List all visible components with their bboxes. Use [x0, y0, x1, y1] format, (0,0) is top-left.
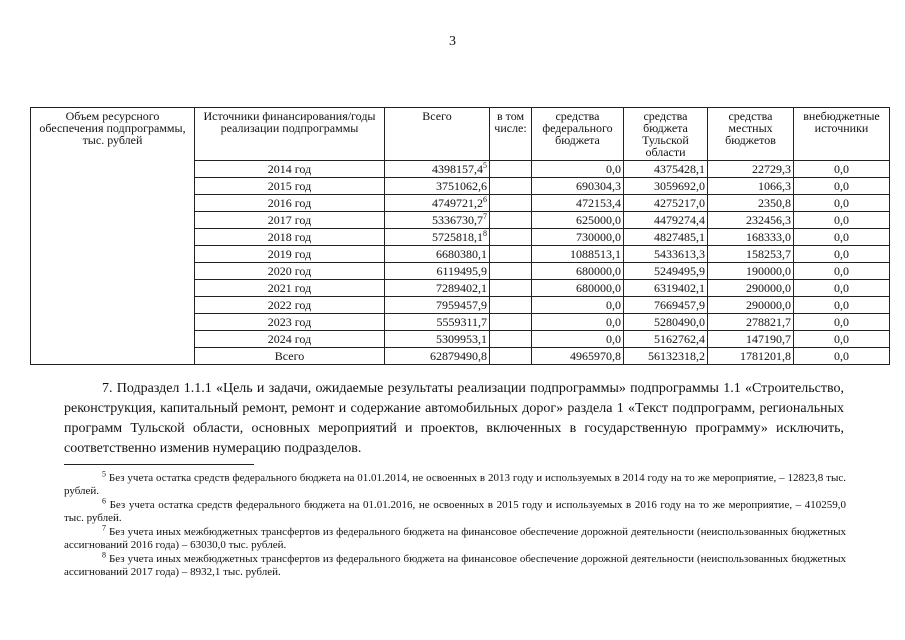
regional-cell: 3059692,0 — [624, 178, 708, 195]
footnote-ref: 7 — [483, 212, 487, 221]
federal-cell: 0,0 — [532, 331, 624, 348]
footnote-text: Без учета остатка средств федерального бюджета на 01.01.2014, не освоенных в 2013 году и используемых в 2014 году на то же мероприятие, – 12823,8 тыс. рублей. — [64, 472, 846, 497]
year-cell: 2014 год — [195, 161, 385, 178]
regional-cell: 4375428,1 — [624, 161, 708, 178]
header-cell: средства федерального бюджета — [532, 108, 624, 161]
in-total-cell — [490, 348, 532, 365]
header-cell: Всего — [385, 108, 490, 161]
total-cell: 6119495,9 — [385, 263, 490, 280]
federal-cell: 0,0 — [532, 314, 624, 331]
extra-cell: 0,0 — [794, 297, 890, 314]
local-cell: 278821,7 — [708, 314, 794, 331]
year-cell: 2020 год — [195, 263, 385, 280]
in-total-cell — [490, 314, 532, 331]
in-total-cell — [490, 280, 532, 297]
extra-cell: 0,0 — [794, 348, 890, 365]
footnote-text: Без учета остатка средств федерального бюджета на 01.01.2016, не освоенных в 2015 году и используемых в 2016 году на то же мероприятие, – 410259,0 тыс. рублей. — [64, 499, 846, 524]
extra-cell: 0,0 — [794, 212, 890, 229]
total-cell: 5336730,7$^7$ — [385, 212, 490, 229]
footnotes — [64, 469, 847, 580]
in-total-cell — [490, 195, 532, 212]
regional-cell: 5249495,9 — [624, 263, 708, 280]
total-cell: 7959457,9 — [385, 297, 490, 314]
in-total-cell — [490, 297, 532, 314]
year-cell: 2022 год — [195, 297, 385, 314]
footnote-ref: 8 — [483, 229, 487, 238]
regional-cell: 7669457,9 — [624, 297, 708, 314]
row-header-cell: Объем ресурсного обеспечения подпрограммы, тыс. рублей — [31, 108, 195, 365]
total-cell: 3751062,6 — [385, 178, 490, 195]
financing-table — [30, 107, 890, 365]
footnote-divider — [64, 464, 254, 465]
year-cell: 2021 год — [195, 280, 385, 297]
regional-cell: 56132318,2 — [624, 348, 708, 365]
extra-cell: 0,0 — [794, 161, 890, 178]
total-cell: 5309953,1 — [385, 331, 490, 348]
year-cell: 2017 год — [195, 212, 385, 229]
local-cell: 190000,0 — [708, 263, 794, 280]
year-cell: 2019 год — [195, 246, 385, 263]
federal-cell: 1088513,1 — [532, 246, 624, 263]
header-cell: в том числе: — [490, 108, 532, 161]
federal-cell: 690304,3 — [532, 178, 624, 195]
local-cell: 147190,7 — [708, 331, 794, 348]
in-total-cell — [490, 263, 532, 280]
extra-cell: 0,0 — [794, 195, 890, 212]
footnote-ref: 5 — [483, 161, 487, 170]
federal-cell: 680000,0 — [532, 280, 624, 297]
footnote — [64, 469, 846, 498]
in-total-cell — [490, 246, 532, 263]
regional-cell: 4275217,0 — [624, 195, 708, 212]
footnote-text: Без учета иных межбюджетных трансфертов из федерального бюджета на финансовое обеспечение дорожной деятельности (неиспользованных бюджетных ассигнований 2017 года) – 8932,1 тыс. рублей. — [64, 553, 847, 578]
federal-cell: 0,0 — [532, 297, 624, 314]
header-cell: средства местных бюджетов — [708, 108, 794, 161]
total-cell: 6680380,1 — [385, 246, 490, 263]
footnote-ref: 6 — [483, 195, 487, 204]
regional-cell: 5280490,0 — [624, 314, 708, 331]
federal-cell: 730000,0 — [532, 229, 624, 246]
total-cell: 4398157,4$^5$ — [385, 161, 490, 178]
federal-cell: 4965970,8 — [532, 348, 624, 365]
year-cell: 2024 год — [195, 331, 385, 348]
year-cell: Всего — [195, 348, 385, 365]
footnote — [64, 496, 846, 525]
footnote — [64, 550, 847, 579]
total-cell: 4749721,2$^6$ — [385, 195, 490, 212]
local-cell: 2350,8 — [708, 195, 794, 212]
footnote-number: 6 — [102, 496, 106, 506]
page-number: 3 — [449, 34, 456, 49]
extra-cell: 0,0 — [794, 314, 890, 331]
footnote-number: 8 — [102, 550, 106, 560]
table-header-row — [31, 108, 890, 161]
footnote-text: Без учета иных межбюджетных трансфертов из федерального бюджета на финансовое обеспечение дорожной деятельности (неиспользованных бюджетных ассигнований 2016 года) – 63030,0 тыс. рублей. — [64, 526, 847, 551]
year-cell: 2018 год — [195, 229, 385, 246]
federal-cell: 680000,0 — [532, 263, 624, 280]
in-total-cell — [490, 331, 532, 348]
header-cell: Источники финансирования/годы реализации подпрограммы — [195, 108, 385, 161]
regional-cell: 5162762,4 — [624, 331, 708, 348]
regional-cell: 6319402,1 — [624, 280, 708, 297]
local-cell: 168333,0 — [708, 229, 794, 246]
regional-cell: 5433613,3 — [624, 246, 708, 263]
local-cell: 22729,3 — [708, 161, 794, 178]
local-cell: 290000,0 — [708, 297, 794, 314]
regional-cell: 4479274,4 — [624, 212, 708, 229]
extra-cell: 0,0 — [794, 263, 890, 280]
extra-cell: 0,0 — [794, 246, 890, 263]
header-cell: средства бюджета Тульской области — [624, 108, 708, 161]
year-cell: 2023 год — [195, 314, 385, 331]
local-cell: 1781201,8 — [708, 348, 794, 365]
extra-cell: 0,0 — [794, 178, 890, 195]
header-cell: внебюджетные источники — [794, 108, 890, 161]
federal-cell: 472153,4 — [532, 195, 624, 212]
federal-cell: 625000,0 — [532, 212, 624, 229]
total-cell: 5725818,1$^8$ — [385, 229, 490, 246]
paragraph-7: 7. Подраздел 1.1.1 «Цель и задачи, ожидаемые результаты реализации подпрограммы» подпрограммы 1.1 «Строительство, реконструкция, капитальный ремонт, ремонт и содержание автомобильных дорог» раздела 1 «Текст подпрограмм, региональных программ Тульской области, основных мероприятий и проектов, включенных в государственную программу» исключить, соответственно изменив нумерацию подразделов. — [64, 381, 844, 456]
total-cell: 5559311,7 — [385, 314, 490, 331]
total-cell: 62879490,8 — [385, 348, 490, 365]
in-total-cell — [490, 161, 532, 178]
local-cell: 158253,7 — [708, 246, 794, 263]
local-cell: 232456,3 — [708, 212, 794, 229]
in-total-cell — [490, 212, 532, 229]
local-cell: 290000,0 — [708, 280, 794, 297]
regional-cell: 4827485,1 — [624, 229, 708, 246]
federal-cell: 0,0 — [532, 161, 624, 178]
total-cell: 7289402,1 — [385, 280, 490, 297]
year-cell: 2015 год — [195, 178, 385, 195]
in-total-cell — [490, 229, 532, 246]
extra-cell: 0,0 — [794, 331, 890, 348]
year-cell: 2016 год — [195, 195, 385, 212]
footnote — [64, 523, 847, 552]
in-total-cell — [490, 178, 532, 195]
extra-cell: 0,0 — [794, 229, 890, 246]
extra-cell: 0,0 — [794, 280, 890, 297]
local-cell: 1066,3 — [708, 178, 794, 195]
footnote-number: 5 — [102, 469, 106, 479]
footnote-number: 7 — [102, 523, 106, 533]
